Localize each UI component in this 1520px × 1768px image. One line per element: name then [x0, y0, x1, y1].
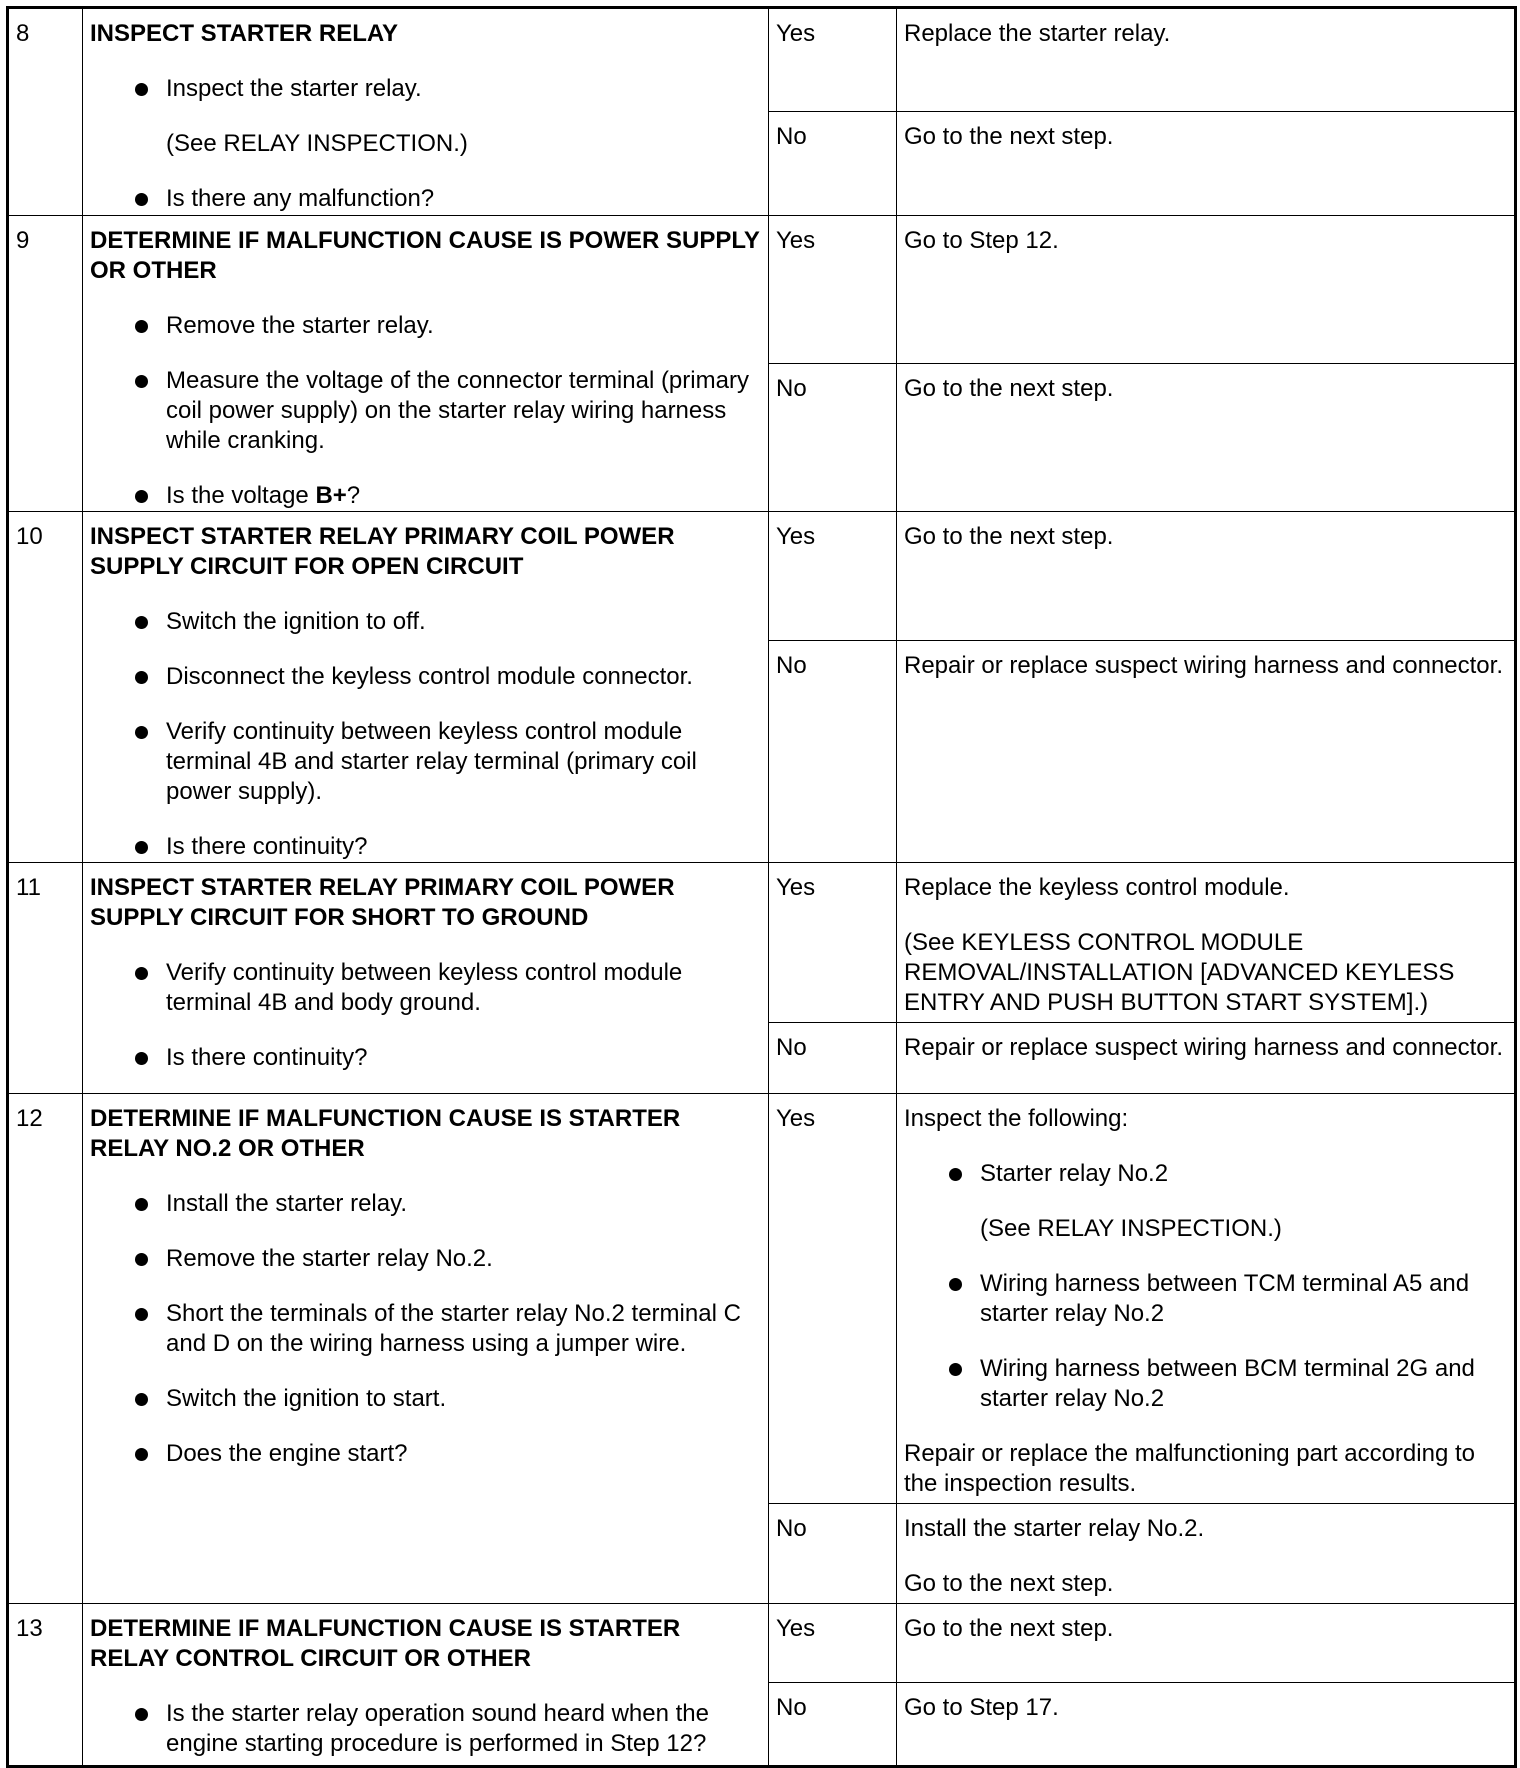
- diagnostic-table: [6, 6, 1517, 1768]
- step-procedure: [83, 8, 769, 216]
- list-item: Wiring harness between BCM terminal 2G and starter relay No.2: [946, 1354, 1507, 1414]
- bullet-list: [90, 74, 761, 104]
- step-title: DETERMINE IF MALFUNCTION CAUSE IS POWER SUPPLY OR OTHER: [90, 227, 760, 284]
- result-action-text: Go to the next step.: [904, 1570, 1114, 1597]
- list-item-text: ?: [346, 482, 361, 509]
- step-title: INSPECT STARTER RELAY: [90, 20, 399, 47]
- list-item: Is there continuity?: [132, 1043, 761, 1073]
- bullet-list: [90, 184, 761, 214]
- result-label-yes: Yes: [769, 216, 897, 364]
- result-label-yes: Yes: [769, 1094, 897, 1504]
- result-action: Go to the next step.: [897, 1604, 1516, 1683]
- result-label-no: No: [769, 1023, 897, 1094]
- list-item: Disconnect the keyless control module connector.: [132, 662, 761, 692]
- bullet-list: [904, 1269, 1507, 1414]
- result-label-yes: Yes: [769, 8, 897, 112]
- step-number: 10: [8, 512, 83, 863]
- bullet-list: [90, 607, 761, 862]
- list-item: Install the starter relay.: [132, 1189, 761, 1219]
- result-action: Repair or replace suspect wiring harness and connector.: [897, 641, 1516, 863]
- list-item: Inspect the starter relay.: [132, 74, 761, 104]
- result-label-no: No: [769, 112, 897, 216]
- step-title: INSPECT STARTER RELAY PRIMARY COIL POWER SUPPLY CIRCUIT FOR SHORT TO GROUND: [90, 874, 675, 931]
- bullet-list: [90, 311, 761, 511]
- result-action: Repair or replace suspect wiring harness and connector.: [897, 1023, 1516, 1094]
- list-item: Remove the starter relay.: [132, 311, 761, 341]
- step-procedure: [83, 216, 769, 512]
- result-action: Go to the next step.: [897, 512, 1516, 641]
- result-label-no: No: [769, 364, 897, 512]
- bullet-list: [90, 1189, 761, 1469]
- list-item: Is there continuity?: [132, 832, 761, 862]
- result-label-yes: Yes: [769, 863, 897, 1023]
- result-action: Go to Step 17.: [897, 1683, 1516, 1767]
- result-action: Go to the next step.: [897, 112, 1516, 216]
- table-row: [8, 863, 1516, 1023]
- step-number: 9: [8, 216, 83, 512]
- reference-note: (See KEYLESS CONTROL MODULE REMOVAL/INSTALLATION [ADVANCED KEYLESS ENTRY AND PUSH BUTTON START SYSTEM].): [904, 929, 1455, 1016]
- result-action: Go to Step 12.: [897, 216, 1516, 364]
- result-action: [897, 863, 1516, 1023]
- list-item: Short the terminals of the starter relay No.2 terminal C and D on the wiring harness using a jumper wire.: [132, 1299, 761, 1359]
- bullet-list: [904, 1159, 1507, 1189]
- step-title: DETERMINE IF MALFUNCTION CAUSE IS STARTER RELAY NO.2 OR OTHER: [90, 1105, 681, 1162]
- list-item-text: Is the voltage: [166, 482, 316, 509]
- list-item: Wiring harness between TCM terminal A5 and starter relay No.2: [946, 1269, 1507, 1329]
- step-procedure: [83, 1604, 769, 1767]
- table-row: [8, 8, 1516, 112]
- step-title: INSPECT STARTER RELAY PRIMARY COIL POWER SUPPLY CIRCUIT FOR OPEN CIRCUIT: [90, 523, 675, 580]
- list-item: Measure the voltage of the connector terminal (primary coil power supply) on the starter relay wiring harness while cranking.: [132, 366, 761, 456]
- result-action: Go to the next step.: [897, 364, 1516, 512]
- list-item: Remove the starter relay No.2.: [132, 1244, 761, 1274]
- result-action: Replace the starter relay.: [897, 8, 1516, 112]
- bullet-list: [90, 1699, 761, 1759]
- result-label-no: No: [769, 1504, 897, 1604]
- diagnostic-procedure-sheet: [6, 6, 1514, 1756]
- step-number: 11: [8, 863, 83, 1094]
- result-label-no: No: [769, 641, 897, 863]
- step-number: 13: [8, 1604, 83, 1767]
- list-item: Starter relay No.2: [946, 1159, 1507, 1189]
- list-item: Verify continuity between keyless control module terminal 4B and body ground.: [132, 958, 761, 1018]
- reference-note: (See RELAY INSPECTION.): [166, 130, 468, 157]
- result-action-text: Replace the keyless control module.: [904, 874, 1290, 901]
- list-item: Does the engine start?: [132, 1439, 761, 1469]
- bullet-list: [90, 958, 761, 1073]
- result-label-yes: Yes: [769, 1604, 897, 1683]
- step-procedure: [83, 1094, 769, 1604]
- result-action-text: Repair or replace the malfunctioning part according to the inspection results.: [904, 1440, 1475, 1497]
- list-item: Verify continuity between keyless control module terminal 4B and starter relay terminal (primary coil power supply).: [132, 717, 761, 807]
- result-action-text: Install the starter relay No.2.: [904, 1515, 1205, 1542]
- result-label-no: No: [769, 1683, 897, 1767]
- table-row: [8, 216, 1516, 364]
- list-item: Is there any malfunction?: [132, 184, 761, 214]
- result-action: [897, 1094, 1516, 1504]
- list-item: Switch the ignition to start.: [132, 1384, 761, 1414]
- result-action: [897, 1504, 1516, 1604]
- list-item: Is the starter relay operation sound heard when the engine starting procedure is performed in Step 12?: [132, 1699, 761, 1759]
- result-action-text: Inspect the following:: [904, 1105, 1129, 1132]
- step-procedure: [83, 512, 769, 863]
- list-item: Switch the ignition to off.: [132, 607, 761, 637]
- step-number: 8: [8, 8, 83, 216]
- table-row: [8, 1604, 1516, 1683]
- reference-note: (See RELAY INSPECTION.): [980, 1215, 1282, 1242]
- step-title: DETERMINE IF MALFUNCTION CAUSE IS STARTER RELAY CONTROL CIRCUIT OR OTHER: [90, 1615, 681, 1672]
- step-number: 12: [8, 1094, 83, 1604]
- table-row: [8, 1094, 1516, 1504]
- list-item: [132, 481, 761, 511]
- step-procedure: [83, 863, 769, 1094]
- result-label-yes: Yes: [769, 512, 897, 641]
- table-row: [8, 512, 1516, 641]
- voltage-value: B+: [315, 482, 347, 509]
